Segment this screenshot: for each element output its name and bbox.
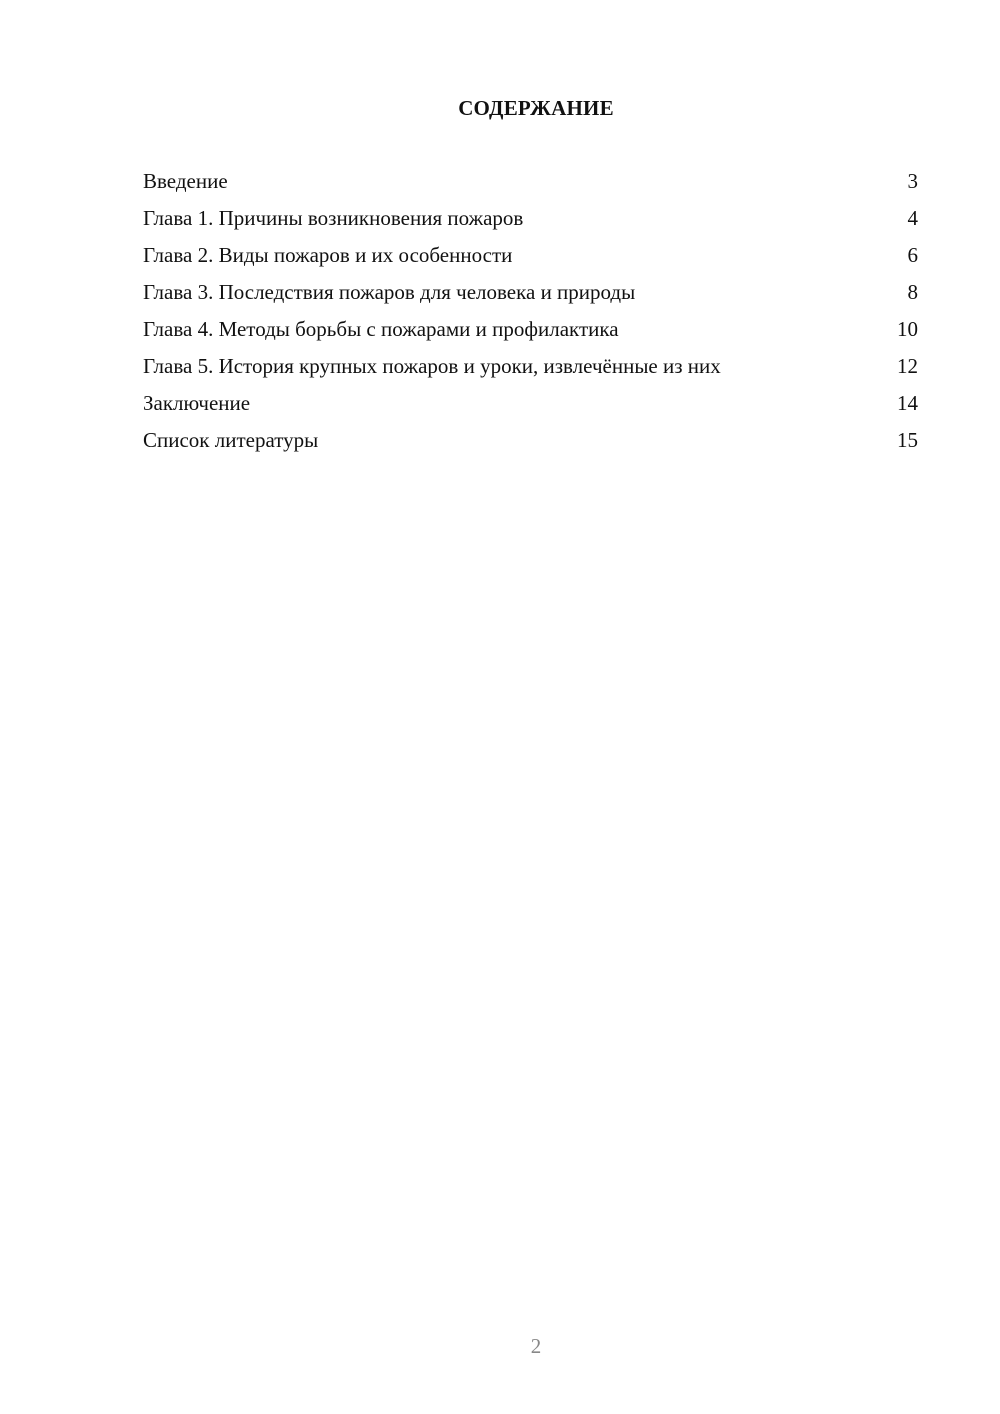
toc-entry-label: Введение [143, 169, 228, 193]
toc-entry-page: 12 [897, 354, 918, 378]
table-of-contents [143, 168, 918, 464]
toc-entry-label: Глава 3. Последствия пожаров для человека и природы [143, 280, 636, 304]
toc-entry-introduction[interactable] [143, 168, 918, 195]
toc-entry-page: 8 [907, 280, 918, 304]
toc-entry-conclusion[interactable] [143, 390, 918, 417]
toc-entry-page: 15 [897, 428, 918, 452]
toc-entry-references[interactable] [143, 427, 918, 454]
toc-entry-chapter-3[interactable] [143, 279, 918, 306]
toc-entry-page: 3 [907, 169, 918, 193]
toc-entry-page: 6 [907, 243, 918, 267]
toc-entry-label: Глава 1. Причины возникновения пожаров [143, 206, 524, 230]
toc-entry-page: 4 [907, 206, 918, 230]
toc-entry-label: Список литературы [143, 428, 319, 452]
toc-entry-chapter-2[interactable] [143, 242, 918, 269]
toc-entry-page: 14 [897, 391, 918, 415]
toc-entry-page: 10 [897, 317, 918, 341]
toc-entry-chapter-1[interactable] [143, 205, 918, 232]
toc-entry-chapter-5[interactable] [143, 353, 918, 380]
toc-entry-label: Глава 5. История крупных пожаров и уроки, извлечённые из них [143, 354, 721, 378]
toc-entry-label: Заключение [143, 391, 251, 415]
toc-entry-label: Глава 4. Методы борьбы с пожарами и профилактика [143, 317, 619, 341]
page-number: 2 [530, 1334, 542, 1358]
toc-entry-label: Глава 2. Виды пожаров и их особенности [143, 243, 513, 267]
toc-heading: СОДЕРЖАНИЕ [458, 96, 614, 120]
toc-entry-chapter-4[interactable] [143, 316, 918, 343]
